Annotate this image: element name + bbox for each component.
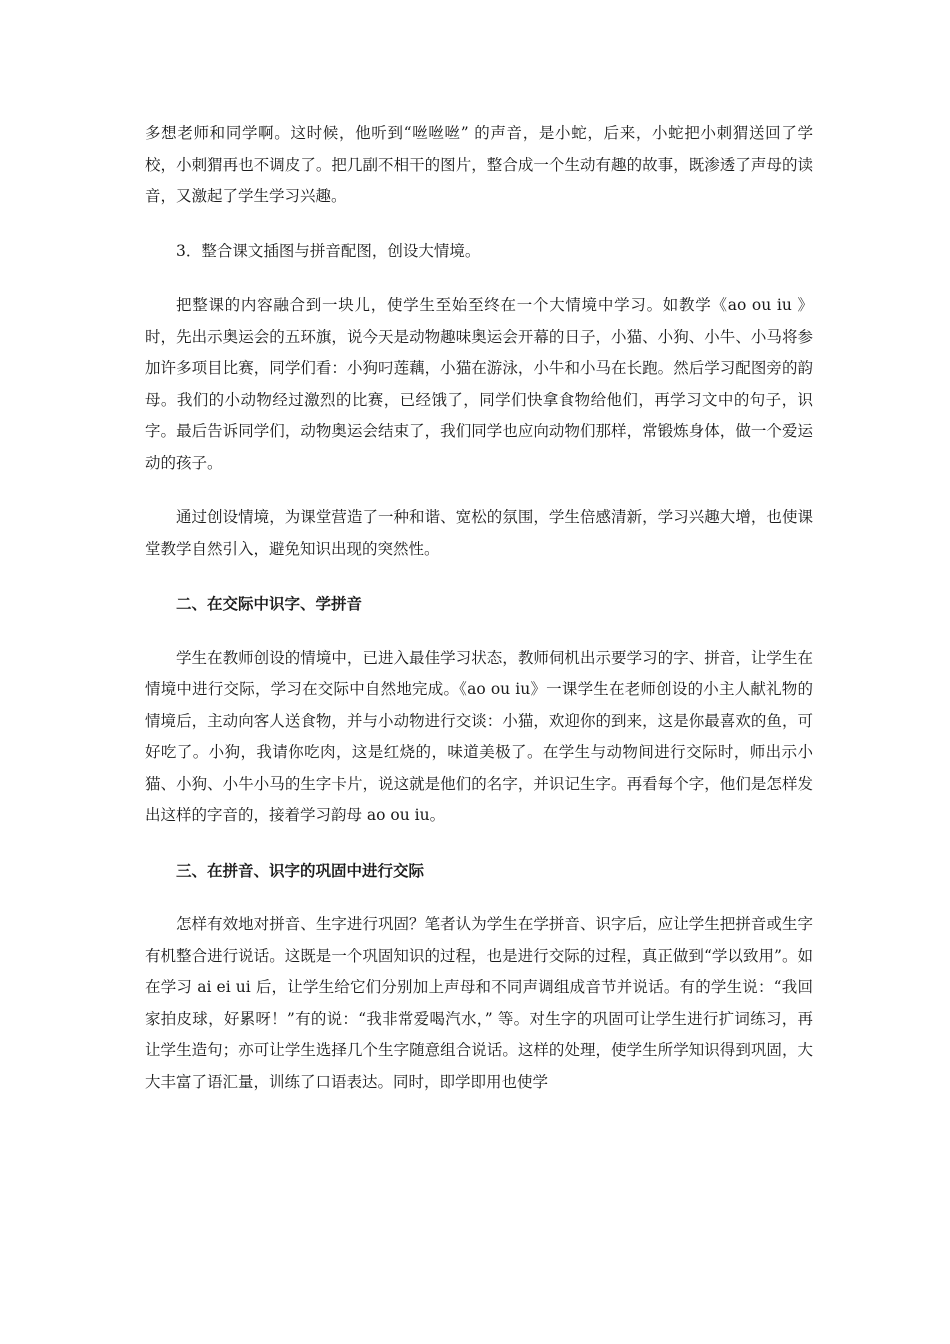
paragraph-scenario-effect: 通过创设情境，为课堂营造了一种和谐、宽松的氛围，学生倍感清新，学习兴趣大增，也使课堂教学自然引入，避免知识出现的突然性。 bbox=[145, 508, 813, 558]
section-heading-2: 二、在交际中识字、学拼音 bbox=[176, 594, 363, 613]
document-body bbox=[145, 118, 813, 1121]
paragraph-continued: 多想老师和同学啊。这时候，他听到“咝咝咝” 的声音，是小蛇，后来，小蛇把小刺猬送回了学校，小刺猬再也不调皮了。把几副不相干的图片，整合成一个生动有趣的故事，既渗透了声母的读音，又激起了学生学习兴趣。 bbox=[145, 124, 813, 205]
subsection-heading-3: 3．整合课文插图与拼音配图，创设大情境。 bbox=[176, 241, 481, 260]
paragraph-consolidation: 怎样有效地对拼音、生字进行巩固？笔者认为学生在学拼音、识字后，应让学生把拼音或生字有机整合进行说话。这既是一个巩固知识的过程，也是进行交际的过程，真正做到“学以致用”。如在学习 ai ei ui 后，让学生给它们分别加上声母和不同声调组成音节并说话。有的学生说：“我回家拍皮球，好累呀！”有的说：“我非常爱喝汽水，” 等。对生字的巩固可让学生进行扩词练习，再让学生造句；亦可让学生选择几个生字随意组合说话。这样的处理，使学生所学知识得到巩固，大大丰富了语汇量，训练了口语表达。同时，即学即用也使学 bbox=[145, 915, 813, 1091]
paragraph-big-scenario: 把整课的内容融合到一块儿，使学生至始至终在一个大情境中学习。如教学《ao ou iu 》时，先出示奥运会的五环旗，说今天是动物趣味奥运会开幕的日子，小猫、小狗、小牛、小马将参加许多项目比赛，同学们看：小狗叼莲藕，小猫在游泳，小牛和小马在长跑。然后学习配图旁的韵母。我们的小动物经过激烈的比赛，已经饿了，同学们快拿食物给他们，再学习文中的句子，识字。最后告诉同学们，动物奥运会结束了，我们同学也应向动物们那样，常锻炼身体，做一个爱运动的孩子。 bbox=[145, 296, 813, 472]
section-heading-3: 三、在拼音、识字的巩固中进行交际 bbox=[176, 860, 425, 880]
paragraph-communication: 学生在教师创设的情境中，已进入最佳学习状态，教师伺机出示要学习的字、拼音，让学生在情境中进行交际，学习在交际中自然地完成。《ao ou iu》一课学生在老师创设的小主人献礼物的情境后，主动向客人送食物，并与小动物进行交谈：小猫，欢迎你的到来，这是你最喜欢的鱼，可好吃了。小狗，我请你吃肉，这是红烧的，味道美极了。在学生与动物间进行交际时，师出示小猫、小狗、小牛小马的生字卡片，说这就是他们的名字，并识记生字。再看每个字，他们是怎样发出这样的字音的，接着学习韵母 ao ou iu。 bbox=[145, 648, 813, 824]
